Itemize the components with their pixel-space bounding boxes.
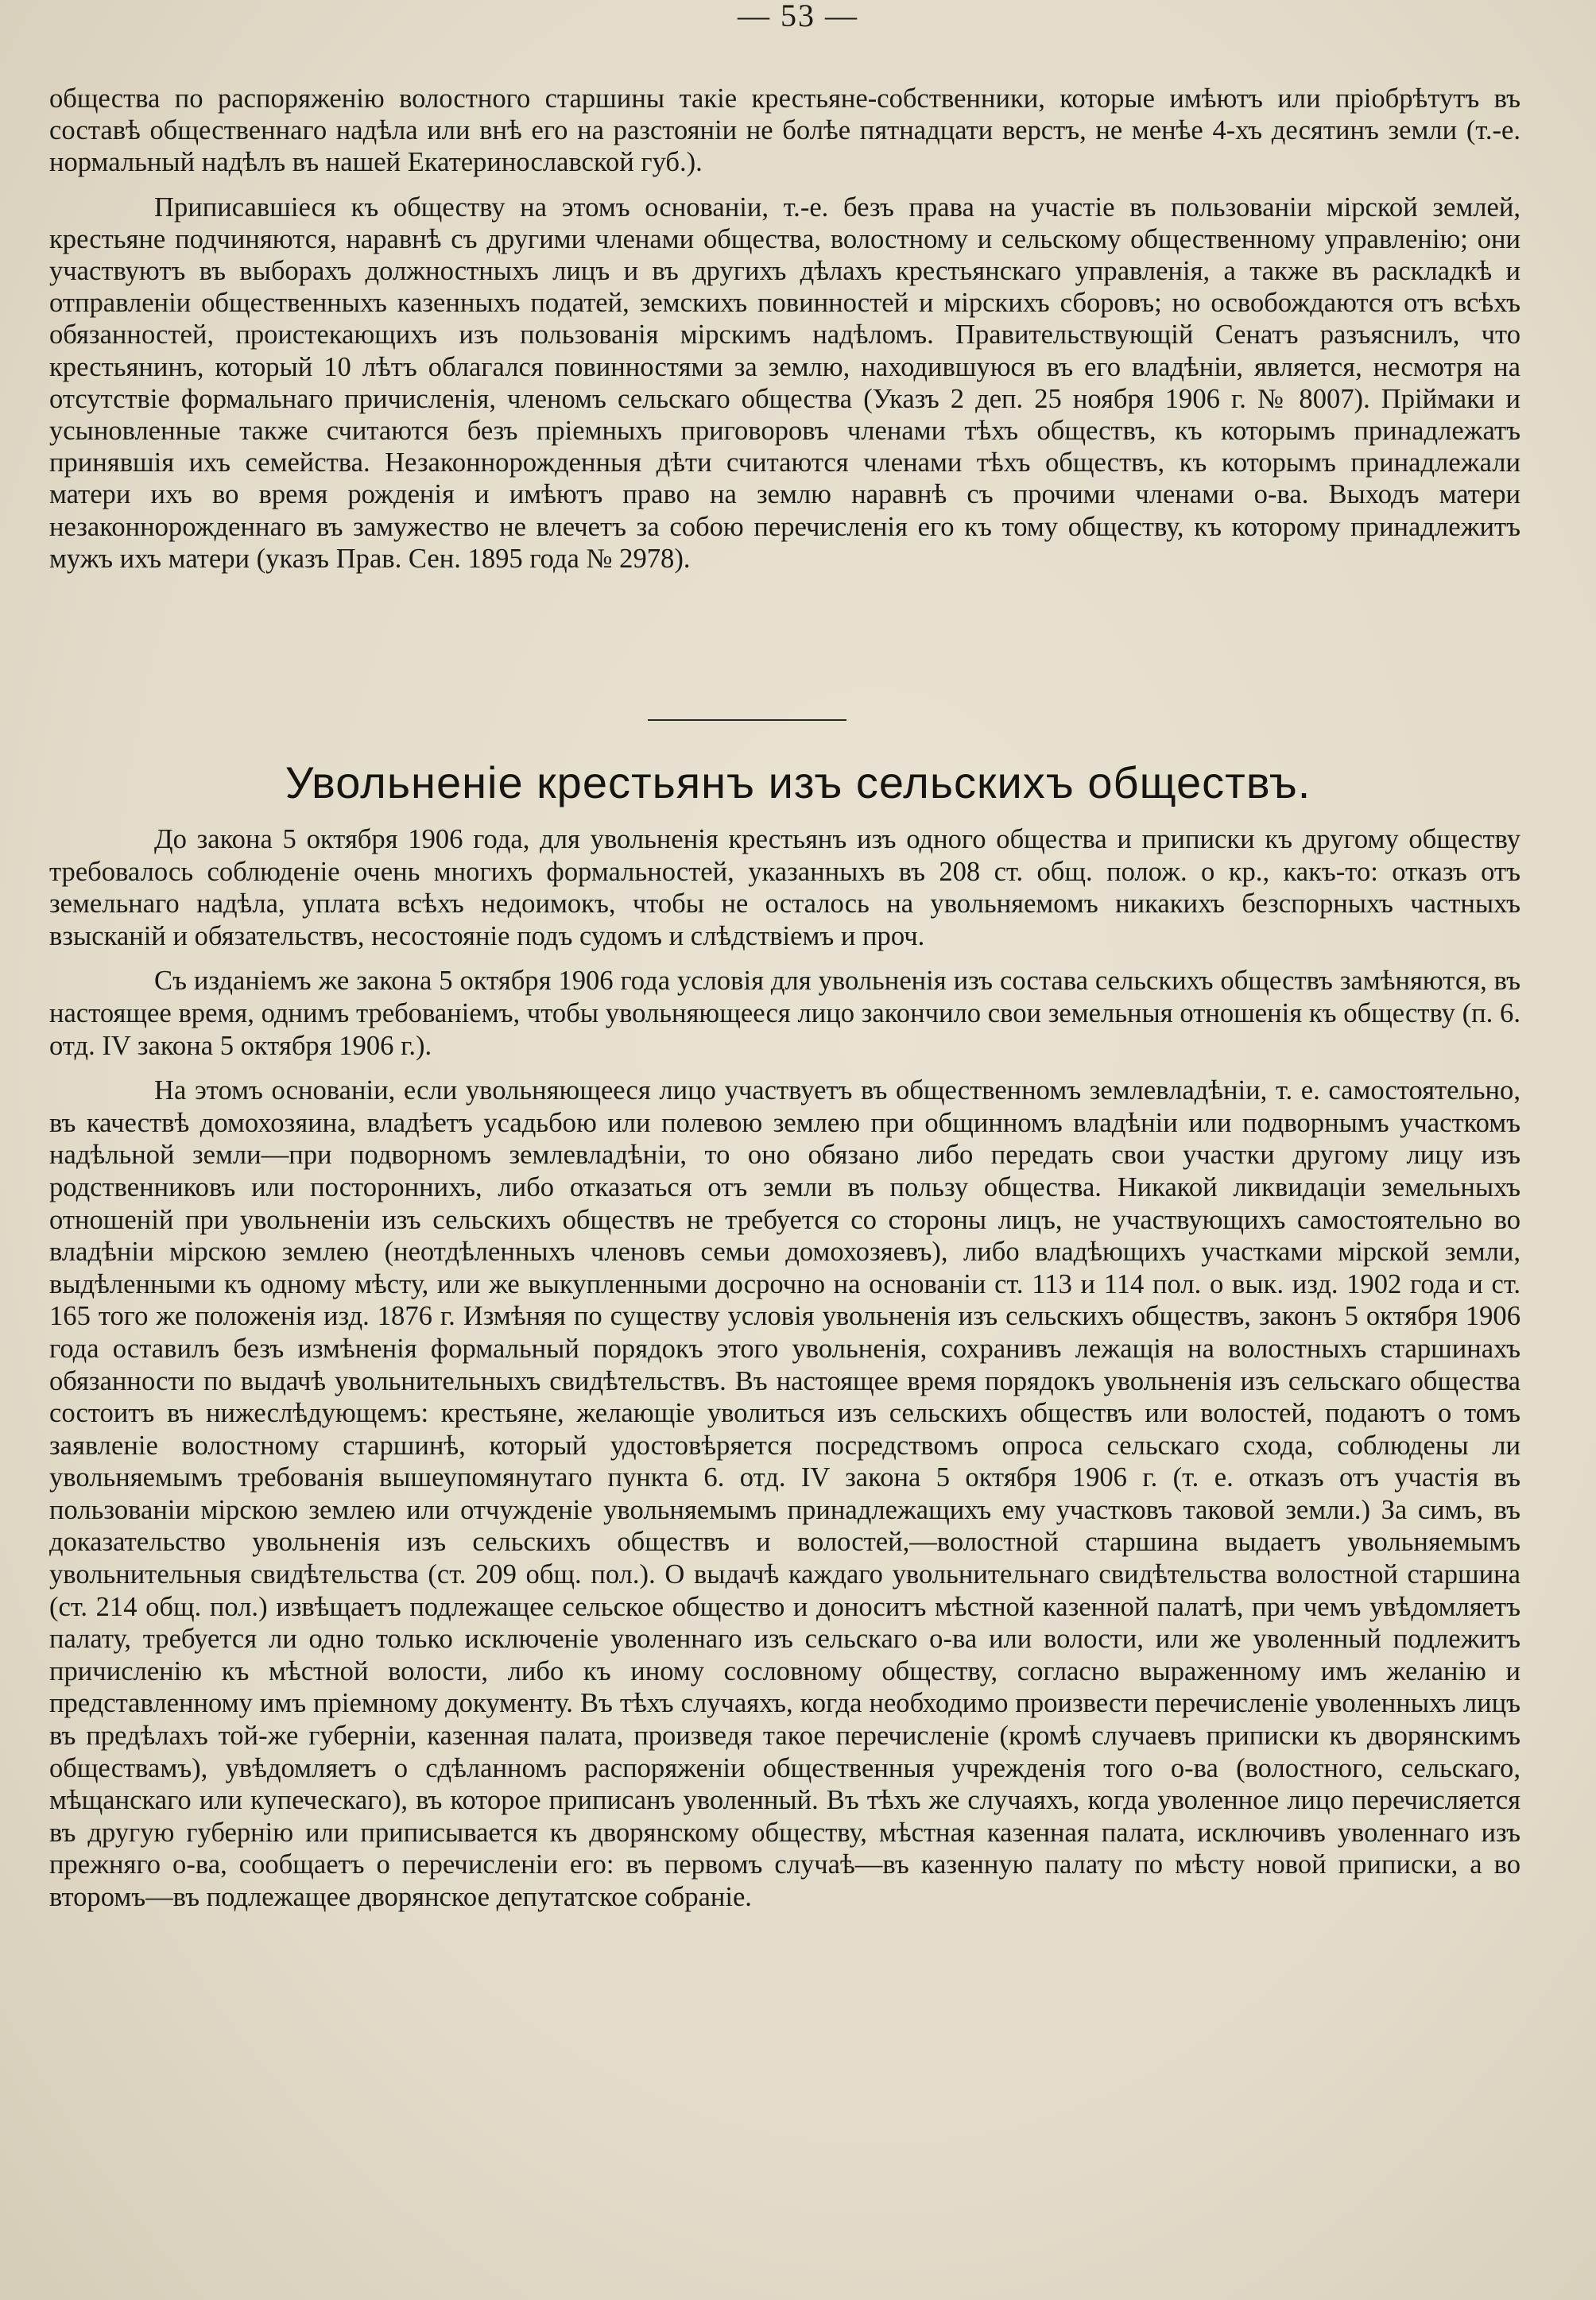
paragraph: общества по распоряженію волостного старшины такіе крестьяне-собственники, которые имѣютъ или пріобрѣтутъ въ составѣ общественнаго надѣла или внѣ его на разстояніи не болѣе пятнадцати верстъ, не менѣе 4-хъ десятинъ земли (т.-е. нормальный надѣлъ въ нашей Екатеринославской губ.). bbox=[49, 83, 1520, 178]
paragraph: На этомъ основаніи, если увольняющееся лицо участвуетъ въ общественномъ землевладѣніи, т. е. самостоятельно, въ качествѣ домохозяина, владѣетъ усадьбою или полевою землею при общинномъ владѣніи или подворнымъ участкомъ надѣльной земли—при подворномъ землевладѣніи, то оно обязано либо передать свои участки другому лицу изъ родственниковъ или постороннихъ, либо отказаться отъ земли въ пользу общества. Никакой ликвидаціи земельныхъ отношеній при увольненіи изъ сельскихъ обществъ не требуется со стороны лицъ, не участвующихъ самостоятельно во владѣніи мірскою землею (неотдѣленныхъ членовъ семьи домохозяевъ), либо владѣющихъ участками мірской земли, выдѣленными къ одному мѣсту, или же выкупленными досрочно на основаніи ст. 113 и 114 пол. о вык. изд. 1902 года и ст. 165 того же положенія изд. 1876 г. Измѣняя по существу условія увольненія изъ сельскихъ обществъ, законъ 5 октября 1906 года оставилъ безъ измѣненія формальный порядокъ этого увольненія, сохранивъ лежащія на волостныхъ старшинахъ обязанности по выдачѣ увольнительныхъ свидѣтельствъ. Въ настоящее время порядокъ увольненія изъ сельскаго общества состоитъ въ нижеслѣдующемъ: крестьяне, желающіе уволиться изъ сельскихъ обществъ или волостей, подаютъ о томъ заявленіе волостному старшинѣ, который удостовѣряется посредствомъ опроса сельскаго схода, соблюдены ли увольняемымъ требованія вышеупомянутаго пункта 6. отд. IV закона 5 октября 1906 г. (т. е. отказъ отъ участія въ пользованіи мірскою землею или отчужденіе увольняемымъ принадлежащихъ ему участковъ таковой земли.) За симъ, въ доказательство увольненія изъ сельскихъ обществъ и волостей,—волостной старшина выдаетъ увольняемымъ увольнительныя свидѣтельства (ст. 209 общ. пол.). О выдачѣ каждаго увольнительнаго свидѣтельства волостной старшина (ст. 214 общ. пол.) извѣщаетъ подлежащее сельское общество и доноситъ мѣстной казенной палатѣ, при чемъ увѣдомляетъ палату, требуется ли одно только исключеніе уволеннаго изъ сельскаго о-ва или волости, или же уволенный подлежитъ причисленію къ мѣстной волости, либо къ иному сословному обществу, согласно выраженному имъ желанію и представленному имъ пріемному документу. Въ тѣхъ случаяхъ, когда необходимо произвести перечисленіе уволенныхъ лицъ въ предѣлахъ той-же губерніи, казенная палата, произведя такое перечисленіе (кромѣ случаевъ приписки къ дворянскимъ обществамъ), увѣдомляетъ о сдѣланномъ распоряженіи общественныя учрежденія того о-ва (волостного, сельскаго, мѣщанскаго или купеческаго), въ которое приписанъ уволенный. Въ тѣхъ же случаяхъ, когда уволенное лицо перечисляется въ другую губернію или приписывается къ дворянскому обществу, мѣстная казенная палата, исключивъ уволеннаго изъ прежняго о-ва, сообщаетъ о перечисленіи его: въ первомъ случаѣ—въ казенную палату по мѣсту новой приписки, а во второмъ—въ подлежащее дворянское депутатское собраніе. bbox=[49, 1075, 1520, 1912]
section-divider bbox=[648, 719, 846, 721]
page-number: — 53 — bbox=[738, 0, 858, 33]
paragraph: Приписавшіеся къ обществу на этомъ основаніи, т.-е. безъ права на участіе въ пользованіи мірской землей, крестьяне подчиняются, наравнѣ съ другими членами общества, волостному и сельскому общественному управленію; они участвуютъ въ выборахъ должностныхъ лицъ и въ другихъ дѣлахъ крестьянскаго управленія, а также въ раскладкѣ и отправленіи общественныхъ казенныхъ податей, земскихъ повинностей и мірскихъ сборовъ; но освобождаются отъ всѣхъ обязанностей, проистекающихъ изъ пользованія мірскимъ надѣломъ. Правительствующій Сенатъ разъяснилъ, что крестьянинъ, который 10 лѣтъ облагался повинностями за землю, находившуюся въ его владѣніи, является, несмотря на отсутствіе формальнаго причисленія, членомъ сельскаго общества (Указъ 2 деп. 25 ноября 1906 г. № 8007). Пріймаки и усыновленные также считаются безъ пріемныхъ приговоровъ членами тѣхъ обществъ, къ которымъ принадлежатъ принявшія ихъ семейства. Незаконнорожденныя дѣти считаются членами тѣхъ обществъ, къ которымъ принадлежали матери ихъ во время рожденія и имѣютъ право на землю наравнѣ съ прочими членами о-ва. Выходъ матери незаконнорожденнаго въ замужество не влечетъ за собою перечисленія его къ тому обществу, къ которому принадлежитъ мужъ ихъ матери (указъ Прав. Сен. 1895 года № 2978). bbox=[49, 192, 1520, 574]
section-uvolnenie-text bbox=[49, 823, 1520, 1926]
section-heading: Увольненіе крестьянъ изъ сельскихъ обществъ. bbox=[285, 757, 1311, 807]
paragraph: Съ изданіемъ же закона 5 октября 1906 года условія для увольненія изъ состава сельскихъ обществъ замѣняются, въ настоящее время, однимъ требованіемъ, чтобы увольняющееся лицо закончило свои земельныя отношенія къ обществу (п. 6. отд. IV закона 5 октября 1906 г.). bbox=[49, 966, 1520, 1061]
section-priписка-text bbox=[49, 83, 1520, 587]
paragraph: До закона 5 октября 1906 года, для увольненія крестьянъ изъ одного общества и приписки къ другому обществу требовалось соблюденіе очень многихъ формальностей, указанныхъ въ 208 ст. общ. полож. о кр., какъ-то: отказъ отъ земельнаго надѣла, уплата всѣхъ недоимокъ, чтобы не осталось на увольняемомъ никакихъ безспорныхъ частныхъ взысканій и обязательствъ, несостояніе подъ судомъ и слѣдствіемъ и проч. bbox=[49, 824, 1520, 951]
